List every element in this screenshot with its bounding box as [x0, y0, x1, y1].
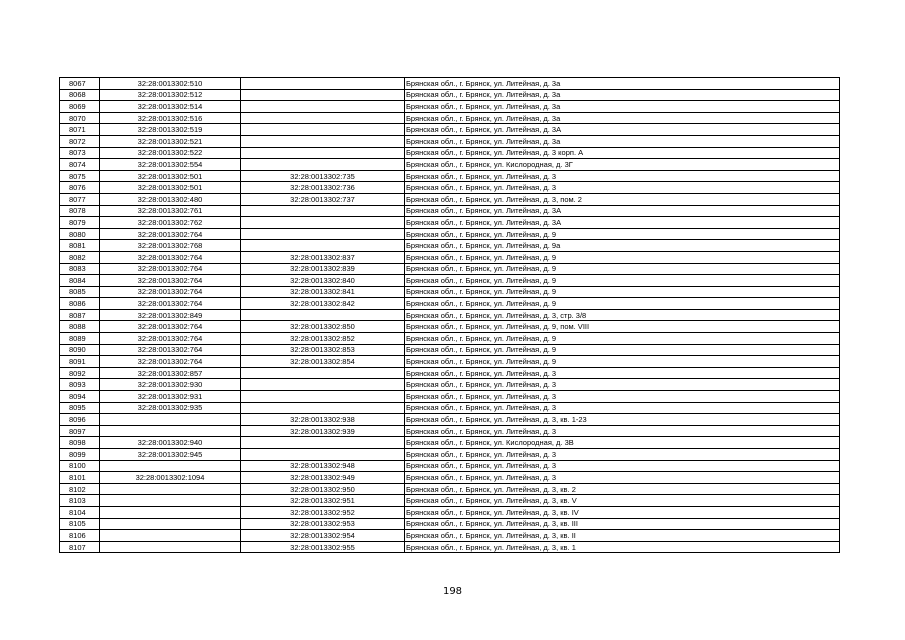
table-row: [60, 460, 840, 472]
address-cell: Брянская обл., г. Брянск, ул. Литейная, д. 3а: [405, 135, 840, 147]
table-row: [60, 414, 840, 426]
address-cell: Брянская обл., г. Брянск, ул. Литейная, д. 9: [405, 275, 840, 287]
table-row: [60, 101, 840, 113]
table-row: [60, 159, 840, 171]
land-cadastral-cell: 32:28:0013302:1094: [100, 472, 241, 484]
address-cell: Брянская обл., г. Брянск, ул. Литейная, д. 3а: [405, 101, 840, 113]
object-cadastral-cell: 32:28:0013302:854: [241, 356, 405, 368]
object-cadastral-cell: 32:28:0013302:840: [241, 275, 405, 287]
address-cell: Брянская обл., г. Брянск, ул. Литейная, д. 3, кв. III: [405, 518, 840, 530]
land-cadastral-cell: 32:28:0013302:764: [100, 228, 241, 240]
land-cadastral-cell: 32:28:0013302:764: [100, 344, 241, 356]
land-cadastral-cell: 32:28:0013302:521: [100, 135, 241, 147]
row-number-cell: 8093: [60, 379, 100, 391]
row-number-cell: 8070: [60, 112, 100, 124]
table-row: [60, 309, 840, 321]
object-cadastral-cell: [241, 78, 405, 90]
address-cell: Брянская обл., г. Брянск, ул. Литейная, д. 9: [405, 356, 840, 368]
address-cell: Брянская обл., г. Брянск, ул. Литейная, д. 3А: [405, 205, 840, 217]
object-cadastral-cell: [241, 159, 405, 171]
object-cadastral-cell: 32:28:0013302:954: [241, 530, 405, 542]
address-cell: Брянская обл., г. Брянск, ул. Литейная, д. 3, кв. 1-23: [405, 414, 840, 426]
land-cadastral-cell: [100, 425, 241, 437]
address-cell: Брянская обл., г. Брянск, ул. Литейная, д. 3: [405, 449, 840, 461]
object-cadastral-cell: 32:28:0013302:948: [241, 460, 405, 472]
row-number-cell: 8071: [60, 124, 100, 136]
land-cadastral-cell: 32:28:0013302:940: [100, 437, 241, 449]
land-cadastral-cell: [100, 414, 241, 426]
address-cell: Брянская обл., г. Брянск, ул. Литейная, д. 3 корп. А: [405, 147, 840, 159]
row-number-cell: 8106: [60, 530, 100, 542]
table-row: [60, 402, 840, 414]
land-cadastral-cell: 32:28:0013302:930: [100, 379, 241, 391]
table-row: [60, 275, 840, 287]
address-cell: Брянская обл., г. Брянск, ул. Кислородная, д. 3Г: [405, 159, 840, 171]
row-number-cell: 8084: [60, 275, 100, 287]
object-cadastral-cell: 32:28:0013302:736: [241, 182, 405, 194]
table-row: [60, 251, 840, 263]
object-cadastral-cell: 32:28:0013302:955: [241, 541, 405, 553]
address-cell: Брянская обл., г. Брянск, ул. Литейная, д. 3: [405, 367, 840, 379]
table-row: [60, 437, 840, 449]
address-cell: Брянская обл., г. Брянск, ул. Литейная, д. 3, кв. IV: [405, 506, 840, 518]
object-cadastral-cell: [241, 112, 405, 124]
table-row: [60, 205, 840, 217]
object-cadastral-cell: 32:28:0013302:950: [241, 483, 405, 495]
row-number-cell: 8097: [60, 425, 100, 437]
row-number-cell: 8087: [60, 309, 100, 321]
object-cadastral-cell: 32:28:0013302:852: [241, 333, 405, 345]
address-cell: Брянская обл., г. Брянск, ул. Литейная, д. 9: [405, 286, 840, 298]
land-cadastral-cell: 32:28:0013302:764: [100, 356, 241, 368]
row-number-cell: 8094: [60, 391, 100, 403]
address-cell: Брянская обл., г. Брянск, ул. Литейная, д. 9: [405, 333, 840, 345]
table-row: [60, 541, 840, 553]
land-cadastral-cell: 32:28:0013302:761: [100, 205, 241, 217]
address-cell: Брянская обл., г. Брянск, ул. Литейная, д. 3: [405, 402, 840, 414]
row-number-cell: 8107: [60, 541, 100, 553]
table-row: [60, 78, 840, 90]
row-number-cell: 8076: [60, 182, 100, 194]
address-cell: Брянская обл., г. Брянск, ул. Кислородная, д. 3В: [405, 437, 840, 449]
table-row: [60, 518, 840, 530]
page-number: 198: [442, 586, 463, 597]
row-number-cell: 8072: [60, 135, 100, 147]
table-row: [60, 425, 840, 437]
object-cadastral-cell: [241, 379, 405, 391]
object-cadastral-cell: 32:28:0013302:841: [241, 286, 405, 298]
row-number-cell: 8086: [60, 298, 100, 310]
land-cadastral-cell: 32:28:0013302:931: [100, 391, 241, 403]
row-number-cell: 8095: [60, 402, 100, 414]
table-row: [60, 449, 840, 461]
object-cadastral-cell: 32:28:0013302:850: [241, 321, 405, 333]
row-number-cell: 8079: [60, 217, 100, 229]
land-cadastral-cell: 32:28:0013302:849: [100, 309, 241, 321]
address-cell: Брянская обл., г. Брянск, ул. Литейная, д. 9: [405, 263, 840, 275]
object-cadastral-cell: [241, 367, 405, 379]
object-cadastral-cell: [241, 391, 405, 403]
row-number-cell: 8085: [60, 286, 100, 298]
address-cell: Брянская обл., г. Брянск, ул. Литейная, д. 3, кв. 1: [405, 541, 840, 553]
table-row: [60, 495, 840, 507]
address-cell: Брянская обл., г. Брянск, ул. Литейная, д. 9: [405, 298, 840, 310]
land-cadastral-cell: 32:28:0013302:764: [100, 251, 241, 263]
table-row: [60, 298, 840, 310]
row-number-cell: 8088: [60, 321, 100, 333]
row-number-cell: 8090: [60, 344, 100, 356]
land-cadastral-cell: 32:28:0013302:764: [100, 333, 241, 345]
table-row: [60, 483, 840, 495]
row-number-cell: 8091: [60, 356, 100, 368]
object-cadastral-cell: 32:28:0013302:842: [241, 298, 405, 310]
land-cadastral-cell: 32:28:0013302:554: [100, 159, 241, 171]
land-cadastral-cell: 32:28:0013302:945: [100, 449, 241, 461]
table-row: [60, 367, 840, 379]
object-cadastral-cell: 32:28:0013302:938: [241, 414, 405, 426]
object-cadastral-cell: [241, 135, 405, 147]
land-cadastral-cell: [100, 518, 241, 530]
row-number-cell: 8103: [60, 495, 100, 507]
land-cadastral-cell: [100, 506, 241, 518]
row-number-cell: 8080: [60, 228, 100, 240]
object-cadastral-cell: [241, 309, 405, 321]
object-cadastral-cell: 32:28:0013302:951: [241, 495, 405, 507]
row-number-cell: 8067: [60, 78, 100, 90]
address-cell: Брянская обл., г. Брянск, ул. Литейная, д. 9: [405, 228, 840, 240]
address-cell: Брянская обл., г. Брянск, ул. Литейная, д. 9а: [405, 240, 840, 252]
object-cadastral-cell: 32:28:0013302:853: [241, 344, 405, 356]
table-row: [60, 286, 840, 298]
row-number-cell: 8075: [60, 170, 100, 182]
land-cadastral-cell: [100, 460, 241, 472]
table-row: [60, 147, 840, 159]
land-cadastral-cell: 32:28:0013302:480: [100, 193, 241, 205]
address-cell: Брянская обл., г. Брянск, ул. Литейная, д. 3: [405, 391, 840, 403]
row-number-cell: 8089: [60, 333, 100, 345]
table-row: [60, 379, 840, 391]
address-cell: Брянская обл., г. Брянск, ул. Литейная, д. 3, стр. 3/8: [405, 309, 840, 321]
land-cadastral-cell: 32:28:0013302:762: [100, 217, 241, 229]
table-row: [60, 356, 840, 368]
row-number-cell: 8101: [60, 472, 100, 484]
address-cell: Брянская обл., г. Брянск, ул. Литейная, д. 3: [405, 472, 840, 484]
row-number-cell: 8069: [60, 101, 100, 113]
address-cell: Брянская обл., г. Брянск, ул. Литейная, д. 3а: [405, 112, 840, 124]
row-number-cell: 8100: [60, 460, 100, 472]
address-cell: Брянская обл., г. Брянск, ул. Литейная, д. 3, кв. V: [405, 495, 840, 507]
registry-table: [59, 77, 840, 553]
object-cadastral-cell: [241, 147, 405, 159]
row-number-cell: 8077: [60, 193, 100, 205]
row-number-cell: 8098: [60, 437, 100, 449]
table-row: [60, 182, 840, 194]
table-row: [60, 135, 840, 147]
address-cell: Брянская обл., г. Брянск, ул. Литейная, д. 9, пом. VIII: [405, 321, 840, 333]
land-cadastral-cell: 32:28:0013302:935: [100, 402, 241, 414]
table-row: [60, 506, 840, 518]
object-cadastral-cell: [241, 240, 405, 252]
row-number-cell: 8068: [60, 89, 100, 101]
address-cell: Брянская обл., г. Брянск, ул. Литейная, д. 3: [405, 460, 840, 472]
object-cadastral-cell: 32:28:0013302:949: [241, 472, 405, 484]
table-row: [60, 217, 840, 229]
object-cadastral-cell: 32:28:0013302:953: [241, 518, 405, 530]
table-row: [60, 124, 840, 136]
table-row: [60, 228, 840, 240]
object-cadastral-cell: [241, 402, 405, 414]
object-cadastral-cell: [241, 205, 405, 217]
object-cadastral-cell: 32:28:0013302:939: [241, 425, 405, 437]
address-cell: Брянская обл., г. Брянск, ул. Литейная, д. 3, кв. II: [405, 530, 840, 542]
land-cadastral-cell: 32:28:0013302:768: [100, 240, 241, 252]
row-number-cell: 8078: [60, 205, 100, 217]
object-cadastral-cell: [241, 217, 405, 229]
table-row: [60, 344, 840, 356]
land-cadastral-cell: [100, 541, 241, 553]
table-row: [60, 193, 840, 205]
table-row: [60, 321, 840, 333]
object-cadastral-cell: [241, 101, 405, 113]
land-cadastral-cell: [100, 483, 241, 495]
table-row: [60, 170, 840, 182]
address-cell: Брянская обл., г. Брянск, ул. Литейная, д. 9: [405, 251, 840, 263]
land-cadastral-cell: 32:28:0013302:764: [100, 298, 241, 310]
address-cell: Брянская обл., г. Брянск, ул. Литейная, д. 3: [405, 182, 840, 194]
row-number-cell: 8105: [60, 518, 100, 530]
land-cadastral-cell: 32:28:0013302:510: [100, 78, 241, 90]
row-number-cell: 8102: [60, 483, 100, 495]
land-cadastral-cell: 32:28:0013302:501: [100, 170, 241, 182]
row-number-cell: 8081: [60, 240, 100, 252]
land-cadastral-cell: 32:28:0013302:519: [100, 124, 241, 136]
table-row: [60, 391, 840, 403]
address-cell: Брянская обл., г. Брянск, ул. Литейная, д. 3А: [405, 217, 840, 229]
land-cadastral-cell: 32:28:0013302:522: [100, 147, 241, 159]
table-row: [60, 89, 840, 101]
land-cadastral-cell: 32:28:0013302:501: [100, 182, 241, 194]
address-cell: Брянская обл., г. Брянск, ул. Литейная, д. 3: [405, 170, 840, 182]
object-cadastral-cell: [241, 124, 405, 136]
object-cadastral-cell: [241, 228, 405, 240]
object-cadastral-cell: [241, 449, 405, 461]
land-cadastral-cell: 32:28:0013302:764: [100, 321, 241, 333]
row-number-cell: 8104: [60, 506, 100, 518]
address-cell: Брянская обл., г. Брянск, ул. Литейная, д. 3А: [405, 124, 840, 136]
object-cadastral-cell: 32:28:0013302:737: [241, 193, 405, 205]
table-row: [60, 112, 840, 124]
object-cadastral-cell: 32:28:0013302:952: [241, 506, 405, 518]
address-cell: Брянская обл., г. Брянск, ул. Литейная, д. 3а: [405, 78, 840, 90]
table-row: [60, 333, 840, 345]
address-cell: Брянская обл., г. Брянск, ул. Литейная, д. 3, кв. 2: [405, 483, 840, 495]
table-row: [60, 263, 840, 275]
registry-table-body: [60, 78, 840, 553]
object-cadastral-cell: 32:28:0013302:837: [241, 251, 405, 263]
row-number-cell: 8092: [60, 367, 100, 379]
address-cell: Брянская обл., г. Брянск, ул. Литейная, д. 3: [405, 379, 840, 391]
row-number-cell: 8073: [60, 147, 100, 159]
land-cadastral-cell: 32:28:0013302:764: [100, 263, 241, 275]
address-cell: Брянская обл., г. Брянск, ул. Литейная, д. 9: [405, 344, 840, 356]
row-number-cell: 8082: [60, 251, 100, 263]
object-cadastral-cell: 32:28:0013302:735: [241, 170, 405, 182]
address-cell: Брянская обл., г. Брянск, ул. Литейная, д. 3: [405, 425, 840, 437]
object-cadastral-cell: [241, 89, 405, 101]
table-row: [60, 240, 840, 252]
land-cadastral-cell: 32:28:0013302:516: [100, 112, 241, 124]
table-row: [60, 530, 840, 542]
table-row: [60, 472, 840, 484]
row-number-cell: 8074: [60, 159, 100, 171]
row-number-cell: 8096: [60, 414, 100, 426]
address-cell: Брянская обл., г. Брянск, ул. Литейная, д. 3, пом. 2: [405, 193, 840, 205]
row-number-cell: 8083: [60, 263, 100, 275]
land-cadastral-cell: 32:28:0013302:764: [100, 275, 241, 287]
land-cadastral-cell: [100, 495, 241, 507]
row-number-cell: 8099: [60, 449, 100, 461]
land-cadastral-cell: 32:28:0013302:764: [100, 286, 241, 298]
object-cadastral-cell: 32:28:0013302:839: [241, 263, 405, 275]
land-cadastral-cell: 32:28:0013302:512: [100, 89, 241, 101]
address-cell: Брянская обл., г. Брянск, ул. Литейная, д. 3а: [405, 89, 840, 101]
land-cadastral-cell: 32:28:0013302:857: [100, 367, 241, 379]
land-cadastral-cell: [100, 530, 241, 542]
land-cadastral-cell: 32:28:0013302:514: [100, 101, 241, 113]
object-cadastral-cell: [241, 437, 405, 449]
